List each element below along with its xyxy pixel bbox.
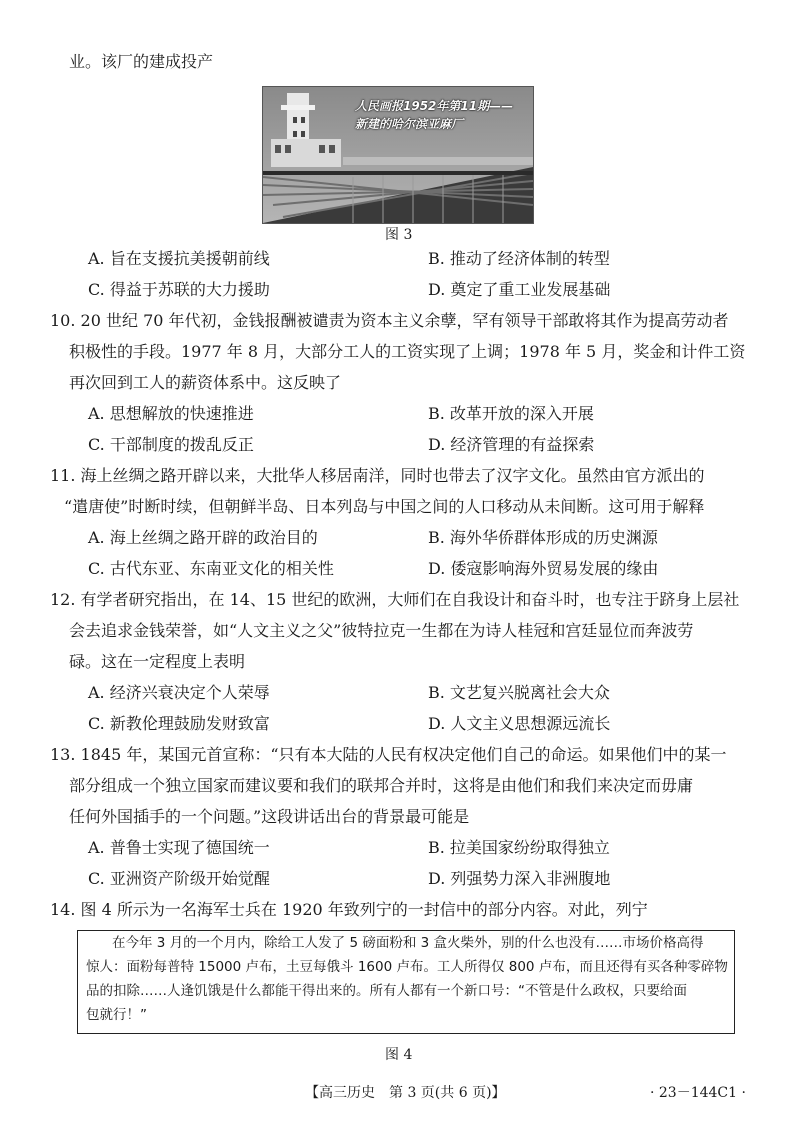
q12-option-d[interactable]: D. 人文主义思想源远流长 <box>428 714 611 733</box>
figure4-label: 图 4 <box>385 1047 413 1063</box>
footer-code: · 23－144C1 · <box>650 1085 746 1101</box>
q14-line1: 14. 图 4 所示为一名海军士兵在 1920 年致列宁的一封信中的部分内容。对此，列宁 <box>50 900 648 919</box>
q10-option-a[interactable]: A. 思想解放的快速推进 <box>88 404 254 423</box>
quote-line: 包就行！” <box>86 1007 147 1023</box>
quote-line: 在今年 3 月的一个月内，除给工人发了 5 磅面粉和 3 盒火柴外，别的什么也没有……市场价格高得 <box>112 935 704 951</box>
q13-option-a[interactable]: A. 普鲁士实现了德国统一 <box>88 838 270 857</box>
q12-line3: 碌。这在一定程度上表明 <box>69 652 246 671</box>
q9-option-c[interactable]: C. 得益于苏联的大力援助 <box>88 280 270 299</box>
q9-option-b[interactable]: B. 推动了经济体制的转型 <box>428 249 610 268</box>
q11-option-b[interactable]: B. 海外华侨群体形成的历史渊源 <box>428 528 658 547</box>
q11-line2: “遣唐使”时断时续，但朝鲜半岛、日本列岛与中国之间的人口移动从未间断。这可用于解释 <box>64 497 705 516</box>
q10-option-b[interactable]: B. 改革开放的深入开展 <box>428 404 594 423</box>
q12-line1: 12. 有学者研究指出，在 14、15 世纪的欧洲，大师们在自我设计和奋斗时，也专注于跻身上层社 <box>50 590 740 609</box>
figure3-photo <box>262 86 534 224</box>
q10-option-c[interactable]: C. 干部制度的拨乱反正 <box>88 435 254 454</box>
q10-option-d[interactable]: D. 经济管理的有益探索 <box>428 435 595 454</box>
q9-option-a[interactable]: A. 旨在支援抗美援朝前线 <box>88 249 270 268</box>
q9-stem-tail: 业。该厂的建成投产 <box>69 52 214 71</box>
figure3-label: 图 3 <box>385 227 413 243</box>
q10-line2: 积极性的手段。1977 年 8 月，大部分工人的工资实现了上调；1978 年 5 月，奖金和计件工资 <box>69 342 746 361</box>
q11-option-a[interactable]: A. 海上丝绸之路开辟的政治目的 <box>88 528 318 547</box>
q11-option-d[interactable]: D. 倭寇影响海外贸易发展的缘由 <box>428 559 659 578</box>
q12-option-c[interactable]: C. 新教伦理鼓励发财致富 <box>88 714 270 733</box>
q13-option-b[interactable]: B. 拉美国家纷纷取得独立 <box>428 838 610 857</box>
q13-line2: 部分组成一个独立国家而建议要和我们的联邦合并时，这将是由他们和我们来决定而毋庸 <box>69 776 694 795</box>
q13-line1: 13. 1845 年，某国元首宣称：“只有本大陆的人民有权决定他们自己的命运。如果他们中的某一 <box>50 745 727 764</box>
q11-line1: 11. 海上丝绸之路开辟以来，大批华人移居南洋，同时也带去了汉字文化。虽然由官方派出的 <box>50 466 705 485</box>
photo-caption-line2: 新建的哈尔滨亚麻厂 <box>355 117 464 131</box>
footer-page-info: 【高三历史 第 3 页(共 6 页)】 <box>305 1085 506 1101</box>
q13-option-d[interactable]: D. 列强势力深入非洲腹地 <box>428 869 611 888</box>
q9-option-d[interactable]: D. 奠定了重工业发展基础 <box>428 280 611 299</box>
q13-option-c[interactable]: C. 亚洲资产阶级开始觉醒 <box>88 869 270 888</box>
photo-caption-line1: 人民画报1952年第11期—— <box>355 99 514 113</box>
quote-line: 品的扣除……人逢饥饿是什么都能干得出来的。所有人都有一个新口号：“不管是什么政权，只要给面 <box>86 983 687 999</box>
q11-option-c[interactable]: C. 古代东亚、东南亚文化的相关性 <box>88 559 334 578</box>
quote-line: 惊人：面粉每普特 15000 卢布，土豆每俄斗 1600 卢布。工人所得仅 800 卢布，而且还得有买各种零碎物 <box>86 959 728 975</box>
q10-line1: 10. 20 世纪 70 年代初，金钱报酬被谴责为资本主义余孽，罕有领导干部敢将其作为提高劳动者 <box>50 311 729 330</box>
figure4-quote-box <box>77 930 735 1034</box>
q12-option-a[interactable]: A. 经济兴衰决定个人荣辱 <box>88 683 270 702</box>
page-footer <box>0 1083 794 1103</box>
q13-line3: 任何外国插手的一个问题。”这段讲话出台的背景最可能是 <box>69 807 470 826</box>
q12-line2: 会去追求金钱荣誉，如“人文主义之父”彼特拉克一生都在为诗人桂冠和宫廷显位而奔波劳 <box>69 621 694 640</box>
q10-line3: 再次回到工人的薪资体系中。这反映了 <box>69 373 342 392</box>
q12-option-b[interactable]: B. 文艺复兴脱离社会大众 <box>428 683 610 702</box>
